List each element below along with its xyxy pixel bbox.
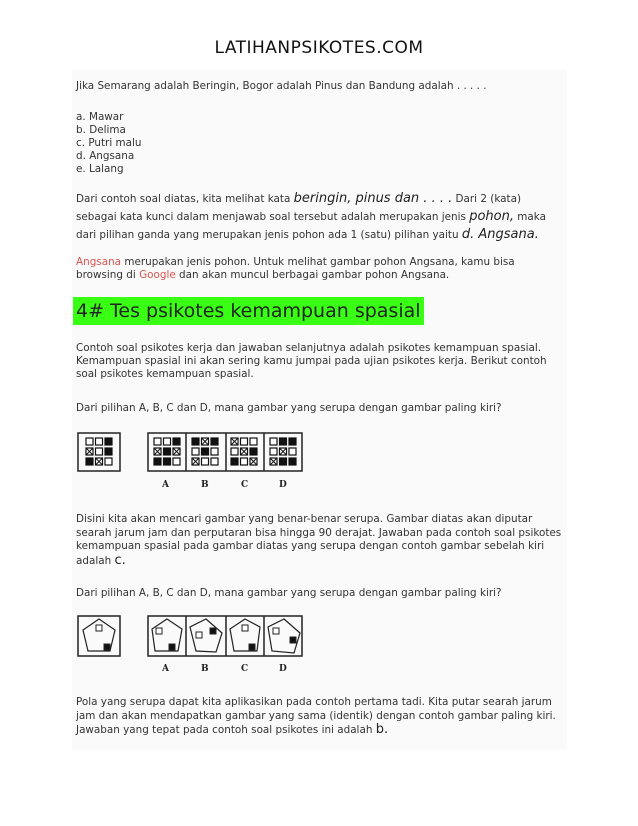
- grid-cell: [250, 448, 257, 455]
- angsana-link[interactable]: Angsana: [76, 256, 122, 268]
- grid-cell: [211, 438, 218, 445]
- answer-c: c.: [114, 552, 126, 568]
- explanation-1: [76, 190, 562, 244]
- grid-cell: [289, 438, 296, 445]
- explanation-1-text: Dari contoh soal diatas, kita melihat kata: [76, 193, 294, 205]
- explanation-1-text-2: Dari 2 (kata) sebagai kata kunci dalam menjawab soal tersebut adalah merupakan jenis: [76, 193, 522, 223]
- section-heading: 4# Tes psikotes kemampuan spasial: [73, 297, 424, 325]
- answer-b: b.: [375, 722, 389, 737]
- grid-cell: [173, 438, 180, 445]
- spatial-intro: Contoh soal psikotes kerja dan jawaban selanjutnya adalah psikotes kemampuan spasial. Kemampuan spasial ini akan sering kamu jumpai pada ujian psikotes kerja. Berikut contoh soal psikotes kemampuan spasial.: [76, 342, 547, 380]
- grid-cell: [86, 438, 93, 445]
- option-a: a. Mawar: [76, 111, 124, 123]
- answer-angsana: d. Angsana.: [461, 227, 539, 242]
- grid-cell: [173, 458, 180, 465]
- figure2-label-d: D: [279, 664, 287, 674]
- grid-cell: [164, 448, 171, 455]
- explanation-4-text: Pola yang serupa dapat kita aplikasikan pada contoh pertama tadi. Kita putar searah jarum jam dan akan mendapatkan gambar yang sama (identik) dengan contoh gambar paling kiri. Jawaban yang tepat pada contoh soal psikotes ini adalah: [76, 696, 556, 736]
- grid-cell: [270, 438, 277, 445]
- keywords-text: beringin, pinus dan . . . .: [293, 191, 453, 206]
- explanation-2-text: merupakan jenis pohon. Untuk melihat gambar pohon Angsana, kamu bisa browsing di: [76, 256, 515, 281]
- grid-cell: [105, 448, 112, 455]
- grid-cell: [105, 438, 112, 445]
- grid-cell: [241, 458, 248, 465]
- question-2: Dari pilihan A, B, C dan D, mana gambar yang serupa dengan gambar paling kiri?: [76, 402, 502, 414]
- grid-cell: [96, 438, 103, 445]
- grid-cell: [154, 458, 161, 465]
- explanation-2: [76, 256, 562, 282]
- question-1: Jika Semarang adalah Beringin, Bogor adalah Pinus dan Bandung adalah . . . . .: [76, 80, 487, 92]
- explanation-3-text: Disini kita akan mencari gambar yang benar-benar serupa. Gambar diatas akan diputar searah jarum jam dan perputaran bisa hingga 90 derajat. Jawaban pada contoh soal psikotes kemampuan spasial pada gambar diatas yang serupa dengan contoh gambar sebelah kiri adalah: [76, 513, 562, 567]
- grid-cell: [289, 448, 296, 455]
- option-b: b. Delima: [76, 124, 126, 136]
- grid-cell: [211, 448, 218, 455]
- figure2-label-b: B: [201, 664, 209, 674]
- grid-cell: [164, 438, 171, 445]
- grid-cell: [96, 448, 103, 455]
- grid-cell: [192, 438, 199, 445]
- figure-label-b: B: [201, 480, 209, 490]
- grid-cell: [164, 458, 171, 465]
- grid-cell: [289, 458, 296, 465]
- grid-cell: [231, 448, 238, 455]
- explanation-3: [76, 513, 562, 568]
- figure-label-d: D: [279, 480, 287, 490]
- figure-label-c: C: [241, 480, 249, 490]
- grid-cell: [211, 458, 218, 465]
- grid-cell: [231, 458, 238, 465]
- grid-puzzle-figure: [76, 430, 312, 492]
- explanation-4: [76, 696, 562, 738]
- grid-cell: [270, 448, 277, 455]
- pentagon-puzzle-figure: [76, 613, 312, 675]
- grid-cell: [250, 438, 257, 445]
- grid-cell: [154, 438, 161, 445]
- option-d: d. Angsana: [76, 150, 135, 162]
- grid-cell: [105, 458, 112, 465]
- figure2-label-c: C: [241, 664, 249, 674]
- grid-cell: [202, 448, 209, 455]
- grid-cell: [280, 438, 287, 445]
- explanation-2-text-2: dan akan muncul berbagai gambar pohon Angsana.: [175, 269, 450, 281]
- grid-cell: [86, 458, 93, 465]
- grid-cell: [202, 458, 209, 465]
- option-c: c. Putri malu: [76, 137, 142, 149]
- figure2-label-a: A: [162, 664, 169, 674]
- google-link[interactable]: Google: [139, 269, 176, 281]
- question-3: Dari pilihan A, B, C dan D, mana gambar yang serupa dengan gambar paling kiri?: [76, 587, 502, 599]
- answer-options: [76, 111, 562, 176]
- grid-cell: [280, 458, 287, 465]
- grid-cell: [192, 448, 199, 455]
- figure-label-a: A: [162, 480, 169, 490]
- site-title: LATIHANPSIKOTES.COM: [214, 38, 424, 58]
- grid-cell: [241, 438, 248, 445]
- explanation-1-text-3: maka dari pilihan ganda yang merupakan jenis pohon ada 1 (satu) pilihan yaitu: [76, 211, 546, 241]
- keyword-pohon: pohon,: [469, 209, 514, 224]
- option-e: e. Lalang: [76, 163, 124, 175]
